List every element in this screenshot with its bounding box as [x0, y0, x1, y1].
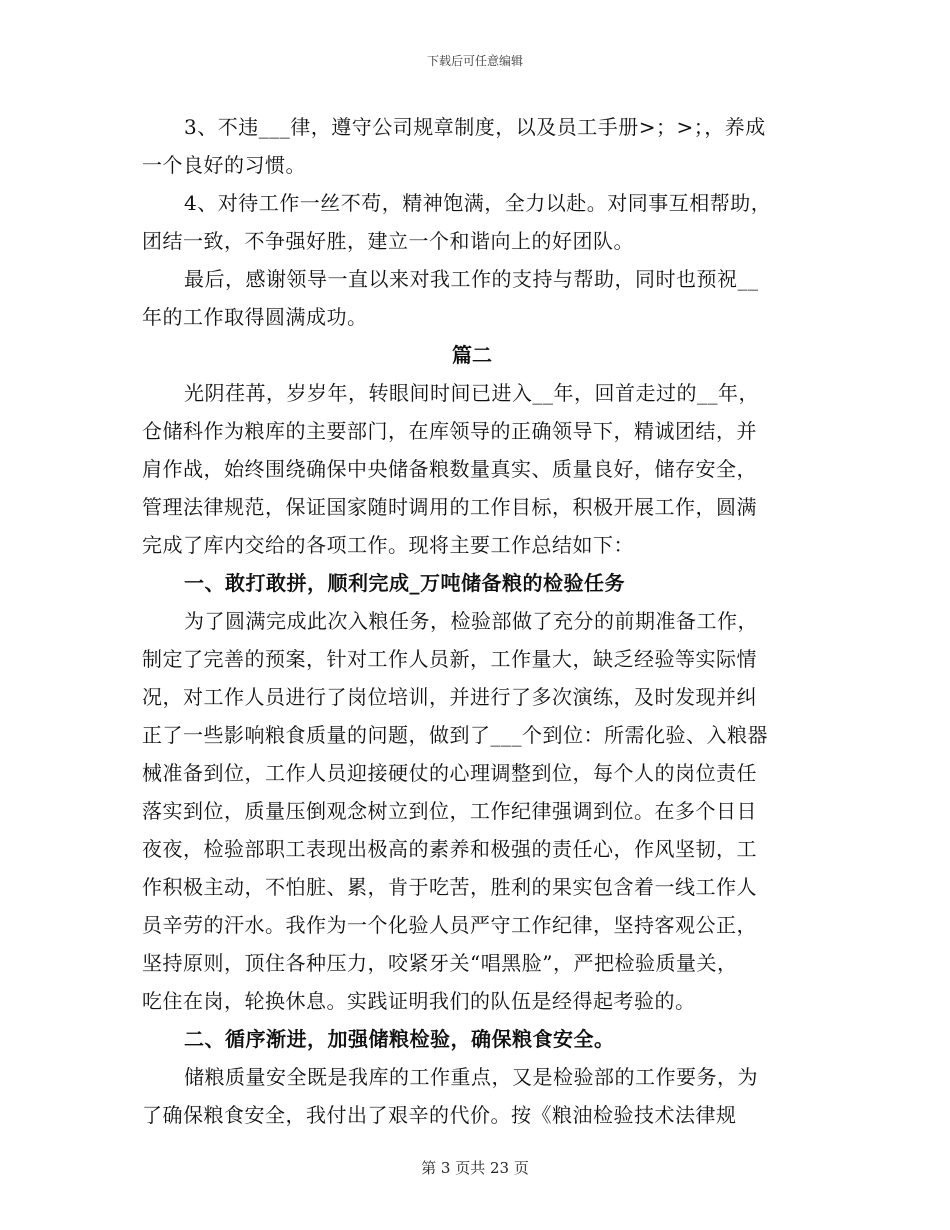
document-body: [142, 108, 802, 1134]
section-1-line: 作积极主动，不怕脏、累，肯于吃苦，胜利的果实包含着一线工作人: [142, 875, 757, 899]
paragraph-rule-4-line-1: 4、对待工作一丝不苟，精神饱满，全力以赴。对同事互相帮助，: [184, 191, 772, 215]
intro-line: 光阴荏苒，岁岁年，转眼间时间已进入__年，回首走过的__年，: [184, 381, 759, 405]
section-1-line: 为了圆满完成此次入粮任务，检验部做了充分的前期准备工作，: [184, 609, 758, 633]
section-1-line: 况，对工作人员进行了岗位培训，并进行了多次演练，及时发现并纠: [142, 685, 757, 709]
section-1-line: 吃住在岗，轮换休息。实践证明我们的队伍是经得起考验的。: [142, 989, 696, 1013]
intro-line: 管理法律规范，保证国家随时调用的工作目标，积极开展工作，圆满: [142, 495, 757, 519]
paragraph-rule-3-line-2: 一个良好的习惯。: [142, 153, 306, 177]
section-1-line: 正了一些影响粮食质量的问题，做到了___个到位：所需化验、入粮器: [142, 723, 768, 747]
closing-line-2: 年的工作取得圆满成功。: [142, 305, 368, 329]
section-heading-2: 二、循序渐进，加强储粮检验，确保粮食安全。: [184, 1027, 615, 1051]
page-header-note: 下载后可任意编辑: [426, 54, 523, 68]
section-1-line: 制定了完善的预案，针对工作人员新，工作量大，缺乏经验等实际情: [142, 647, 757, 671]
intro-line: 完成了库内交给的各项工作。现将主要工作总结如下：: [142, 533, 634, 557]
section-title: 篇二: [452, 343, 492, 367]
section-1-line: 员辛劳的汗水。我作为一个化验人员严守工作纪律，坚持客观公正，: [142, 913, 757, 937]
intro-line: 仓储科作为粮库的主要部门，在库领导的正确领导下，精诚团结，并: [142, 419, 757, 443]
closing-line-1: 最后，感谢领导一直以来对我工作的支持与帮助，同时也预祝__: [184, 267, 759, 291]
intro-line: 肩作战，始终围绕确保中央储备粮数量真实、质量良好，储存安全，: [142, 457, 757, 481]
paragraph-rule-4-line-2: 团结一致，不争强好胜，建立一个和谐向上的好团队。: [142, 229, 634, 253]
section-1-line: 落实到位，质量压倒观念树立到位，工作纪律强调到位。在多个日日: [142, 799, 757, 823]
section-1-line: 械准备到位，工作人员迎接硬仗的心理调整到位，每个人的岗位责任: [142, 761, 757, 785]
section-1-line: 夜夜，检验部职工表现出极高的素养和极强的责任心，作风坚韧，工: [142, 837, 757, 861]
page-number-footer: 第 3 页共 23 页: [421, 1159, 529, 1177]
section-2-line: 了确保粮食安全，我付出了艰辛的代价。按《粮油检验技术法律规: [142, 1103, 737, 1127]
section-2-line: 储粮质量安全既是我库的工作重点，又是检验部的工作要务，为: [184, 1065, 758, 1089]
section-1-line: 坚持原则，顶住各种压力，咬紧牙关“唱黑脸”，严把检验质量关，: [142, 951, 738, 975]
section-heading-1: 一、敢打敢拼，顺利完成_万吨储备粮的检验任务: [184, 571, 625, 595]
paragraph-rule-3-line-1: 3、不违___律，遵守公司规章制度，以及员工手册>；>；，养成: [184, 115, 766, 139]
